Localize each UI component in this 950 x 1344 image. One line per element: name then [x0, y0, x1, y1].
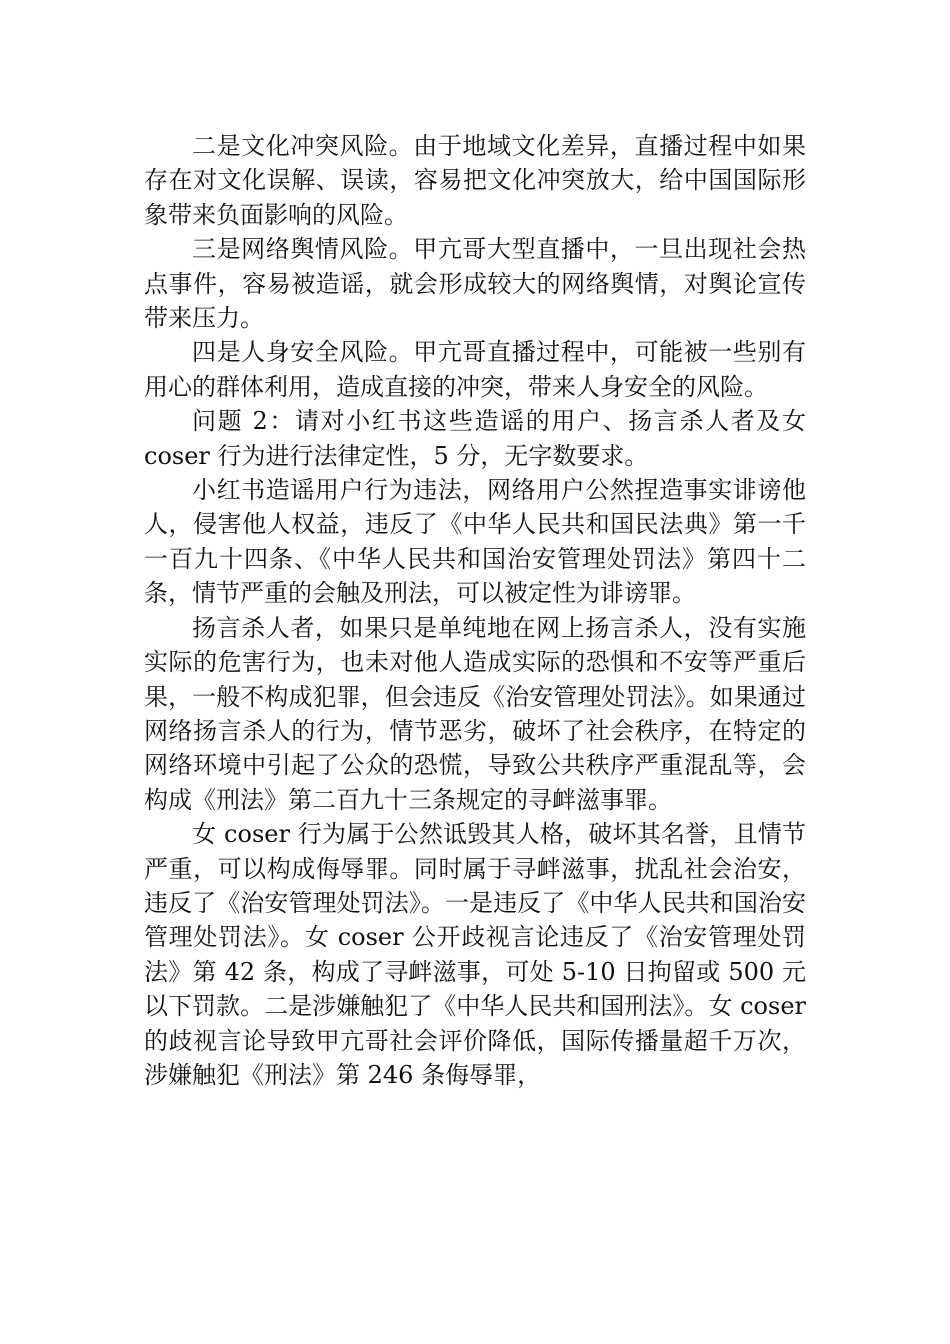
- paragraph-rumor-users: 小红书造谣用户行为违法，网络用户公然捏造事实诽谤他人，侵害他人权益，违反了《中华人民共和国民法典》第一千一百九十四条、《中华人民共和国治安管理处罚法》第四十二条，情节严重的会触及刑法，可以被定性为诽谤罪。: [144, 476, 806, 608]
- paragraph-opinion-risk: 三是网络舆情风险。甲亢哥大型直播中，一旦出现社会热点事件，容易被造谣，就会形成较大的网络舆情，对舆论宣传带来压力。: [144, 235, 806, 333]
- paragraph-culture-risk: 二是文化冲突风险。由于地域文化差异，直播过程中如果存在对文化误解、误读，容易把文化冲突放大，给中国国际形象带来负面影响的风险。: [144, 132, 806, 229]
- document-body: [144, 129, 806, 1092]
- paragraph-threat-makers: 扬言杀人者，如果只是单纯地在网上扬言杀人，没有实施实际的危害行为，也未对他人造成实际的恐惧和不安等严重后果，一般不构成犯罪，但会违反《治安管理处罚法》。如果通过网络扬言杀人的行为，情节恶劣，破坏了社会秩序，在特定的网络环境中引起了公众的恐慌，导致公共秩序严重混乱等，会构成《刑法》第二百九十三条规定的寻衅滋事罪。: [144, 613, 806, 814]
- question-2: 问题 2：请对小红书这些造谣的用户、扬言杀人者及女 coser 行为进行法律定性，5 分，无字数要求。: [144, 407, 806, 470]
- paragraph-safety-risk: 四是人身安全风险。甲亢哥直播过程中，可能被一些别有用心的群体利用，造成直接的冲突，带来人身安全的风险。: [144, 338, 806, 401]
- paragraph-female-coser: 女 coser 行为属于公然诋毁其人格，破坏其名誉，且情节严重，可以构成侮辱罪。同时属于寻衅滋事，扰乱社会治安，违反了《治安管理处罚法》。一是违反了《中华人民共和国治安管理处罚法》。女 coser 公开歧视言论违反了《治安管理处罚法》第 42 条，构成了寻衅滋事，可处 5-10 日拘留或 500 元以下罚款。二是涉嫌触犯了《中华人民共和国刑法》。女 coser 的歧视言论导致甲亢哥社会评价降低，国际传播量超千万次，涉嫌触犯《刑法》第 246 条侮辱罪，: [144, 820, 806, 1089]
